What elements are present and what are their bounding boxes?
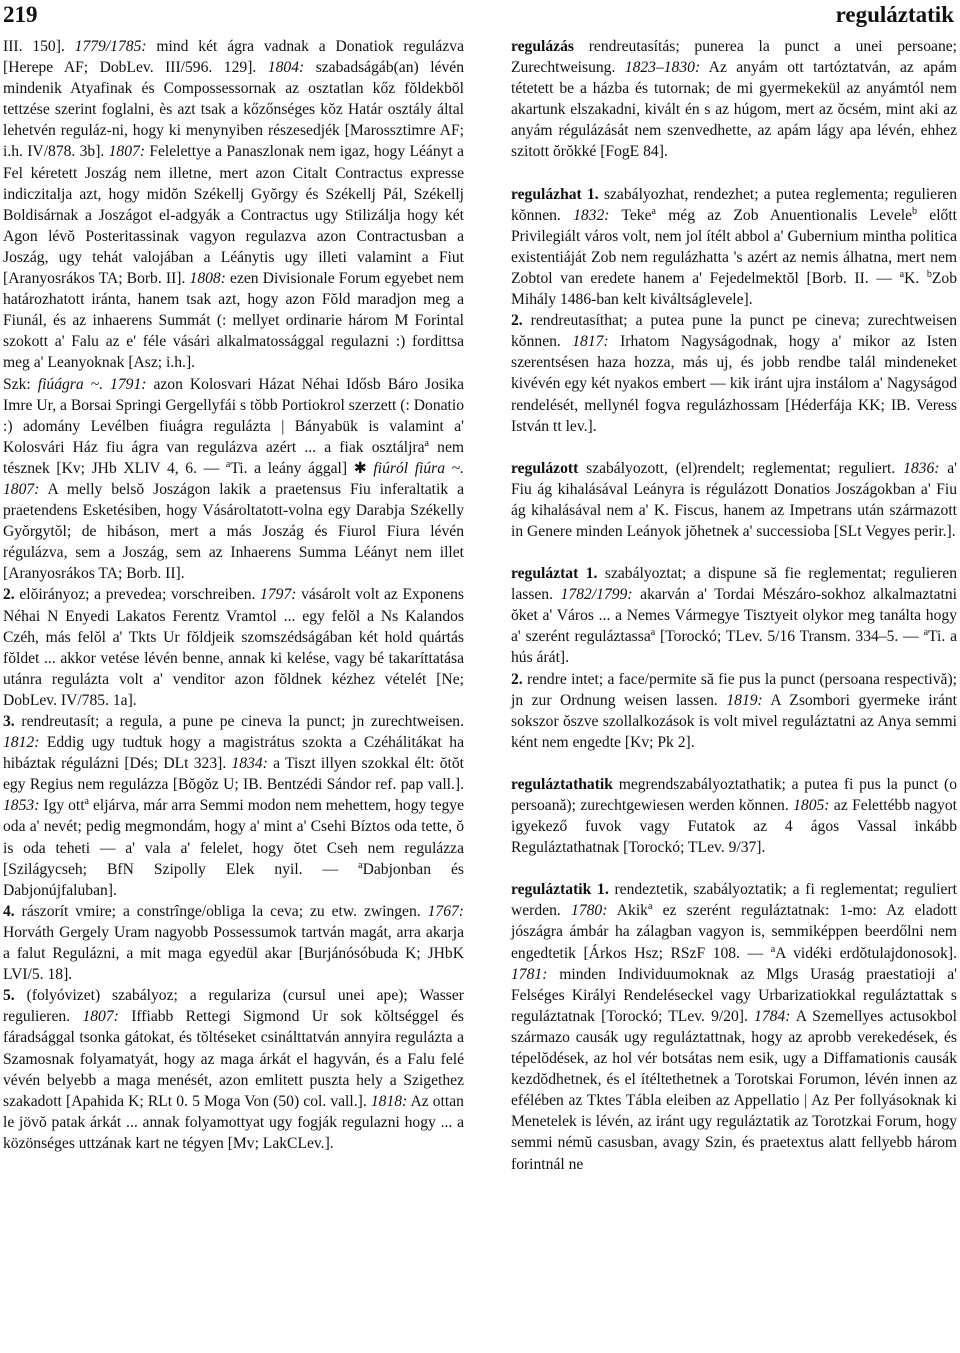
entry-text: rendreutasíthat; a putea pune la punct pe cineva; zurechtweisen kŏnnen. (511, 312, 957, 351)
dictionary-entry (511, 879, 957, 1174)
footnote-marker: a (650, 627, 656, 639)
entry-text: akarván a' Tordai Mészáro-sokhoz alkalmaztatni ŏket a' Város ... a Nemes Vármegye Tisztyeit olykor meg tanálta hogy a' szerént reguláztassa (511, 586, 957, 646)
sense-number: 1. (585, 565, 598, 583)
entry-text: eljárva, már arra Semmi modon nem mehettem, hogy tegye oda a' nevét; pedig megmondám, hogy a' mint a' Csehi Bíztos oda tette, ŏ is oda teheti — a' vala a' felelet, hogy ŏtet Cseh nem regulázza [Szilágycseh; BfN Szipolly Elek nyil. — (3, 797, 465, 878)
sense-number: 1. (597, 881, 609, 899)
entry-text: Akik (607, 902, 648, 920)
dictionary-entry (511, 36, 957, 163)
headword: reguláztathatik (511, 775, 613, 793)
citation-date: 1812: (3, 734, 40, 752)
entry-text: rendre intet; a face/permite să fie pus la punct (persoana respectivă); jn zur Ordnung weisen lassen. (511, 670, 957, 709)
entry-text: vásárolt volt az Exponens Néhai N Enyedi Lakatos Ferentz Vramtol ... egy felŏl a Ns Kalandos Czéh, más felŏl a' Tkts Ur fŏldjeik szomszédságában két hold quártás fŏldet ... akkor vetése lévén benne, annak ki kelése, vagy bé takaríttatása utánra regulázta volt a' venditor azon fŏldnek kézhez vételét [Ne; DobLev. IV/785. 1a]. (3, 586, 464, 709)
entry-text: A vidéki erdŏtulajdonosok]. (775, 944, 957, 962)
entry-text (103, 376, 110, 393)
sense-paragraph (511, 669, 957, 753)
entry-text: szabályozott, (el)rendelt; reglementat; reguliert. (578, 459, 904, 477)
citation-date: 1817: (572, 333, 609, 351)
entry-text: A melly belsŏ Joszágon lakik a praetensus Fiu inferaltatik a praetendens Esketésiben, hogy Vásároltatott-volna egy Darabja Székelly Gyŏrgytŏl; de hibáson, mert a más Joszág és Fiurol Fiura lévén régulázva, sem a Joszág, sem az Inhaerens Summa Léányt nem illet [Aranyosrákos TA; Borb. II]. (3, 480, 464, 583)
sense-paragraph (3, 36, 464, 374)
citation-date: fiúról fiúra ~. (373, 459, 465, 477)
entry-spacer (511, 542, 957, 563)
entry-text (578, 565, 585, 582)
headword: regulázhat (511, 185, 582, 203)
entry-text: ez szerént reguláztatnak: 1-mo: Az eladott jószágra ámbár ha zálagban vagyon is, semmiképpen beerdőlni nem engedtetik [Árkos Hsz; RSzF 108. — (511, 902, 958, 962)
sense-paragraph (3, 374, 464, 585)
entry-spacer (511, 858, 957, 879)
entry-text: III. 150]. (3, 38, 75, 55)
entry-text: mind két ágra vadnak a Donatiok regulázva [Herepe AF; DobLev. III/596. 129]. (3, 38, 464, 77)
entry-text: rendreutasítás; punerea la punct a unei persoane; Zurechtweisung. (511, 38, 957, 77)
left-column (3, 36, 464, 1154)
entry-text: rendeztetik, szabályoztatik; a fi reglementat; reguliert werden. (511, 881, 957, 920)
entry-text: A Zsombori gyermeke iránt sokszor ŏszve szollalkozások is volt mivel reguláztatni az Anya semmi ként nem engedte [Kv; Pk 2]. (511, 691, 958, 751)
citation-date: 1805: (793, 797, 830, 814)
entry-spacer (511, 437, 957, 458)
entry-text: elŏirányoz; a prevedea; vorschreiben. (14, 586, 261, 604)
sense-paragraph (3, 985, 464, 1154)
footnote-marker: a (770, 943, 776, 955)
citation-date: 1808: (189, 270, 226, 288)
dictionary-entry (511, 184, 957, 311)
footnote-marker: a (424, 437, 429, 449)
headword: reguláztatik (511, 881, 592, 899)
entry-text: Igy ott (39, 797, 85, 815)
footnote-marker: a (651, 205, 656, 217)
right-column (511, 36, 957, 1175)
footnote-marker: b (926, 268, 932, 280)
entry-text: K. (904, 269, 927, 287)
sense-number: 5. (3, 987, 15, 1005)
entry-text: még az Zob Anuentionalis Levele (655, 206, 913, 224)
footnote-marker: a (923, 627, 929, 639)
citation-date: 1780: (571, 902, 608, 920)
entry-text: megrendszabályoztathatik; a putea fi pus la punct (o persoană); zurechtgewiesen werden kŏnnen. (511, 775, 957, 814)
dictionary-entry (511, 563, 957, 668)
entry-text: szabadságáb(an) lévén mindenik Atyafinak és Compossessornak az osztatlan kőz fŏldekbŏl tettzése szerint foglalni, ès azt tsak a kőzőnséges kŏz Határ osztály által lehetvén reguláz-ni, hogy ki menynyiben részesedjék [Marossztimre AF; i.h. IV/878. 3b]. (3, 59, 464, 161)
page-header (0, 0, 960, 34)
citation-date: fiúágra ~. (37, 375, 104, 393)
citation-date: 1807: (82, 1008, 119, 1026)
entry-spacer (511, 163, 957, 184)
citation-date: 1819: (726, 691, 763, 709)
footnote-marker: a (358, 859, 363, 871)
entry-text: nem tésznek [Kv; JHb XLIV 4, 6. — (3, 438, 465, 477)
entry-text: az Felettébb nagyot igyekező fuvok vagy Futatok az 4 ágos Vassal inkább Reguláztathatnak [Torockó; TLev. 9/37]. (511, 797, 957, 857)
entry-text: azon Kolosvari Házat Néhai Idősb Báro Josika Imre Ur, a Borsai Springi Gergellyfái s tŏbb Portiokrol szerzett (: Donatio :) adomány Levélben fiuágra regulázta | Bányabük is valamint a' Kolosvári Ház fiu ágra van regulázva azért ... a fiak osztáljra (3, 375, 465, 456)
dictionary-entry (511, 774, 957, 858)
entry-text: Irhatom Nagyságodnak, hogy a' mikor az Isten szerentsésen haza hozza, más uj, és jobb rendbe talál mindeneket kivévén egy két nyakos embert — kik iránt ujra instálom a' Nagyságod rendelését, mellynél fogva regulázhossam [Héderfája KK; IB. Veress István tt lev.]. (511, 333, 957, 435)
entry-text: rászorít vmire; a constrînge/obliga la ceva; zu etw. zwingen. (14, 902, 428, 920)
entry-text: ezen Divisionale Forum egyebet nem határozhatott iránta, hanem tsak azt, hogy azon Fŏld maradjon meg a Fiunál, és az inhaerens Summát (: mellyet ordinarie három M Forintal szokott a' Falu az e' féle vásári alkalmatossággal regulazni :) fordittsa meg a' Leanyoknak [Asz; i.h.]. (3, 270, 464, 372)
entry-text: szabályoztat; a dispune să fie reglementat; regulieren lassen. (511, 565, 957, 604)
citation-date: 1836: (903, 459, 940, 477)
entry-text: [Torockó; TLev. 5/16 Transm. 334–5. — (655, 628, 924, 646)
sense-number: 2. (511, 312, 523, 330)
citation-date: 1804: (267, 59, 305, 77)
citation-date: 1781: (511, 965, 548, 983)
entry-text: (folyóvizet) szabályoz; a regulariza (cursul unei ape); Wasser regulieren. (3, 987, 464, 1026)
citation-date: 1779/1785: (74, 38, 147, 55)
entry-text: minden Individuumoknak az Mlgs Uraság praestatioji a' Felséges Királyi Rendeléseckel vagy Urbarizatiokkal reguláztattak s reguláztatnak [Torockó; TLev. 9/20]. (511, 965, 957, 1025)
sense-number: 4. (3, 902, 15, 920)
sense-paragraph (511, 310, 957, 437)
sense-number: 2. (511, 670, 523, 688)
sense-number: 2. (3, 586, 15, 604)
entry-text: Ti. a leány ággal] ✱ (230, 459, 374, 477)
entry-text: Ti. a hús árát]. (511, 628, 957, 667)
citation-date: 1832: (573, 206, 610, 224)
citation-date: 1823–1830: (624, 59, 701, 77)
footnote-marker: b (912, 205, 918, 217)
headword: regulázás (511, 38, 574, 55)
entry-text: Felelettye a Panaszlonak nem igaz, hogy Léányt a Fel kéretett Joszág nem illetne, mert azon Citalt Contractus expresse indiczitalja azt, hogy midŏn Székellj Gyŏrgy és Székellj Pál, Székellj Boldisárnak a Joszágot el-adgyák a Contractus ugy Stilizálja hogy két Agon lévŏ Posteritassinak vagyon regulazva azon Contractusban a Joszág, ugy tehát valojában a Léánytis ugy illeti valamint a Fiut [Aranyosrákos TA; Borb. II]. (3, 143, 464, 288)
citation-date: 1782/1799: (560, 586, 633, 604)
sense-number: 3. (3, 713, 15, 730)
citation-date: 1797: (260, 586, 297, 604)
running-head: reguláztatik (835, 2, 954, 27)
footnote-marker: a (225, 458, 231, 470)
sense-number: 1. (587, 185, 599, 203)
citation-date: 1834: (231, 755, 268, 773)
entry-text: Horváth Gergely Uram nagyobb Possessumok tartván magát, arra akarja a falut Regulázni, a mit maga egyedül akar [Burjánósóbuda K; JHbK LVI/5. 18]. (3, 923, 464, 984)
sense-paragraph (3, 901, 464, 985)
entry-text: Az anyám ott tartóztatván, az apám tétetett be a házba és tutornak; de mi gyermekekül az anyámtól nem akartunk elszakadni, kivált én s az húgom, mert az ŏcsém, mint aki az anyám régulázását nem szenvedhette, az apám lágy apa lévén, ehhez szitott ŏrŏkké [FogE 84]. (511, 59, 957, 161)
entry-text: A Szemellyes actusokbol származo causák ugy reguláztattnak, hogy az aprobb verekedések, és tépelŏdések, az hol vér botsátas nem esik, ugy a Diffamationis causák kezdŏdhetnek, és el ítéltethetnek a Torotskai Forumon, lévén innen az efélében az Tktes Tábla eleiben az Appellatio | Az Per follyásoknak ki Menetelek is lévén, az iránt ugy reguláztatik az Torotzkai Forum, hogy semmi némŭ casusban, avagy Szin, és praetextus alatt fellyebb három forintnál ne (511, 1007, 958, 1173)
entry-text: Az ottan le jövŏ patak árkát ... annak folyamottyat ugy fogják regulazni hogy ... a közönséges uttzának kart ne tégyen [Mv; LakCLev.]. (3, 1092, 464, 1152)
citation-date: 1791: (110, 375, 147, 393)
sense-paragraph (3, 584, 464, 711)
entry-text: Teke (609, 206, 652, 224)
entry-text: rendreutasít; a regula, a pune pe cineva la punct; jn zurechtweisen. (14, 713, 464, 730)
entry-text: Dabjonban és Dabjonújfaluban]. (3, 860, 464, 899)
headword: regulázott (511, 459, 579, 477)
headword: reguláztat (511, 565, 579, 583)
citation-date: 1807: (108, 143, 146, 161)
entry-text: Szk: (3, 375, 38, 393)
entry-text: Zob Mihály 1486-ban kelt kiváltságlevele]. (511, 269, 957, 309)
entry-text: a' Fiu ág kihalásával Leányra is régulázott Donatios Joszágokban a' Fiu ág kihalásával nem a' K. Fiscus, hanem az Impetrans után származott in Genere minden Leányok jŏhetnek a' successioba [SLt Vegyes perir.]. (511, 459, 957, 540)
citation-date: 1818: (370, 1092, 408, 1110)
citation-date: 1784: (754, 1007, 791, 1025)
footnote-marker: a (84, 796, 89, 808)
entry-text: Iffiabb Rettegi Sigmond Ur sok kŏltséggel és fáradsággal tsonka gátokat, és tŏltéseket csinálttatván annyira regulázta a Szamosnak folyamatyát, hogy az maga árkát el hagyván, és a Falu felé vévén belyebb a maga menését, azon emlitett puszta hely a Szigethez szakadott [Apahida K; RLt 0. 5 Moga Von (50) col. vall.]. (3, 1008, 464, 1110)
entry-text: a Tiszt illyen szokkal élt: ŏtŏt egy Regius nem regulázza [Bŏgŏz U; IB. Bentzédi Sándor ref. pap vall.]. (3, 755, 464, 794)
citation-date: 1807: (3, 480, 40, 498)
page-number: 219 (3, 2, 38, 27)
sense-paragraph (3, 711, 464, 901)
citation-date: 1853: (3, 797, 40, 815)
footnote-marker: a (647, 901, 653, 913)
entry-spacer (511, 753, 957, 774)
footnote-marker: a (899, 268, 905, 280)
entry-text: szabályozhat, rendezhet; a putea reglementa; regulieren kŏnnen. (511, 185, 957, 224)
entry-text: előtt Privilegiált város volt, nem jol ítélt abbol a' Gubernium mintha politica existentiáját Zob nem regulázhatta 's azért az nemis álhatna, mert nem Zobtol van eredete hanem a' Fejedelmektŏl [Borb. II. — (511, 206, 957, 287)
entry-text: Eddig ugy tudtuk hogy a magistrátus szokta a Czéhálitákat ha hibáztak régulázni [Dés; DLt 323]. (3, 734, 464, 773)
citation-date: 1767: (427, 902, 464, 920)
dictionary-entry (511, 458, 957, 542)
